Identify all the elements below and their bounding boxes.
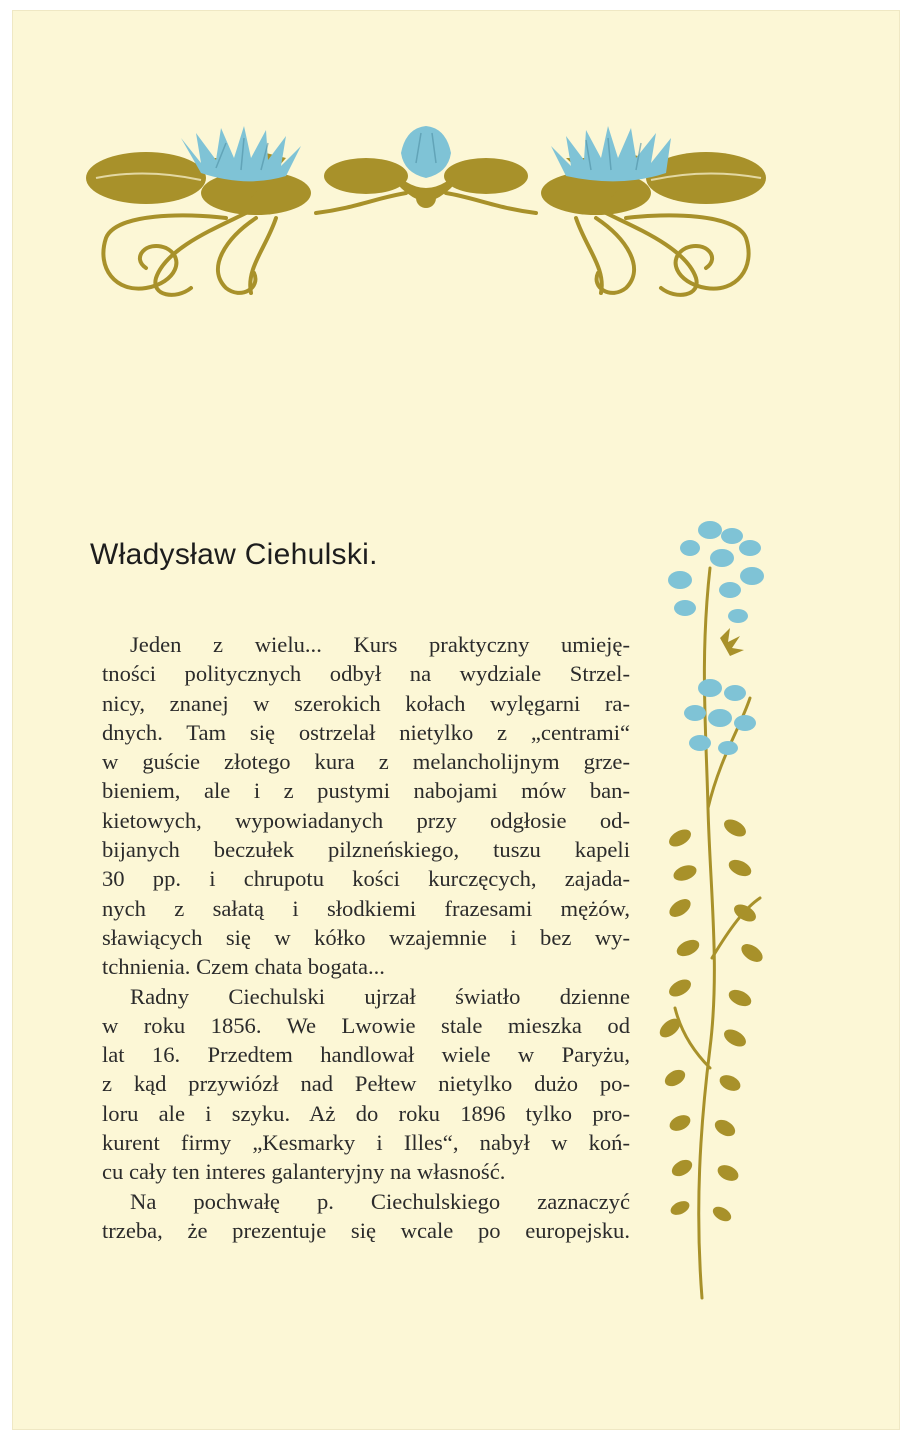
text-line: tności politycznych odbył na wydziale Strzel- <box>102 661 630 687</box>
text-line: lat 16. Przedtem handlował wiele w Paryżu, <box>102 1042 630 1068</box>
paragraph-1 <box>102 630 630 982</box>
text-line: bijanych beczułek pilzneńskiego, tuszu kapeli <box>102 837 630 863</box>
text-line: z kąd przywiózł nad Pełtew nietylko dużo po- <box>102 1071 630 1097</box>
water-lily-ornament-icon <box>76 118 776 308</box>
text-line: bieniem, ale i z pustymi nabojami mów ban- <box>102 778 630 804</box>
text-line: tchnienia. Czem chata bogata... <box>102 954 385 980</box>
flowering-plant-ornament-icon <box>640 508 790 1300</box>
paragraph-3 <box>102 1187 630 1246</box>
text-line: Na pochwałę p. Ciechulskiego zaznaczyć <box>130 1188 630 1214</box>
text-line: Jeden z wielu... Kurs praktyczny umieję- <box>130 632 630 657</box>
book-page <box>12 10 900 1430</box>
text-line: loru ale i szyku. Aż do roku 1896 tylko pro- <box>102 1100 630 1126</box>
text-line: sławiących się w kółko wzajemnie i bez wy- <box>102 924 630 950</box>
text-line: cu cały ten interes galanteryjny na własność. <box>102 1159 506 1185</box>
text-line: nicy, znanej w szerokich kołach wylęgarni ra- <box>102 690 630 716</box>
text-line: kurent firmy „Kesmarky i Illes“, nabył w koń- <box>102 1130 630 1156</box>
text-line: w guście złotego kura z melancholijnym grze- <box>102 749 630 775</box>
text-line: trzeba, że prezentuje się wcale po europejsku. <box>102 1217 630 1243</box>
text-line: 30 pp. i chrupotu kości kurczęcych, zajada- <box>102 866 630 892</box>
text-line: w roku 1856. We Lwowie stale mieszka od <box>102 1012 630 1038</box>
paragraph-2 <box>102 982 630 1187</box>
text-line: kietowych, wypowiadanych przy odgłosie od- <box>102 807 630 833</box>
article-body <box>102 630 630 1245</box>
text-line: dnych. Tam się ostrzelał nietylko z „centrami“ <box>102 719 630 745</box>
text-line: Radny Ciechulski ujrzał światło dzienne <box>130 983 630 1009</box>
page-title: Władysław Ciehulski. <box>90 538 378 571</box>
text-line: nych z sałatą i słodkiemi frazesami mężów, <box>102 895 630 921</box>
